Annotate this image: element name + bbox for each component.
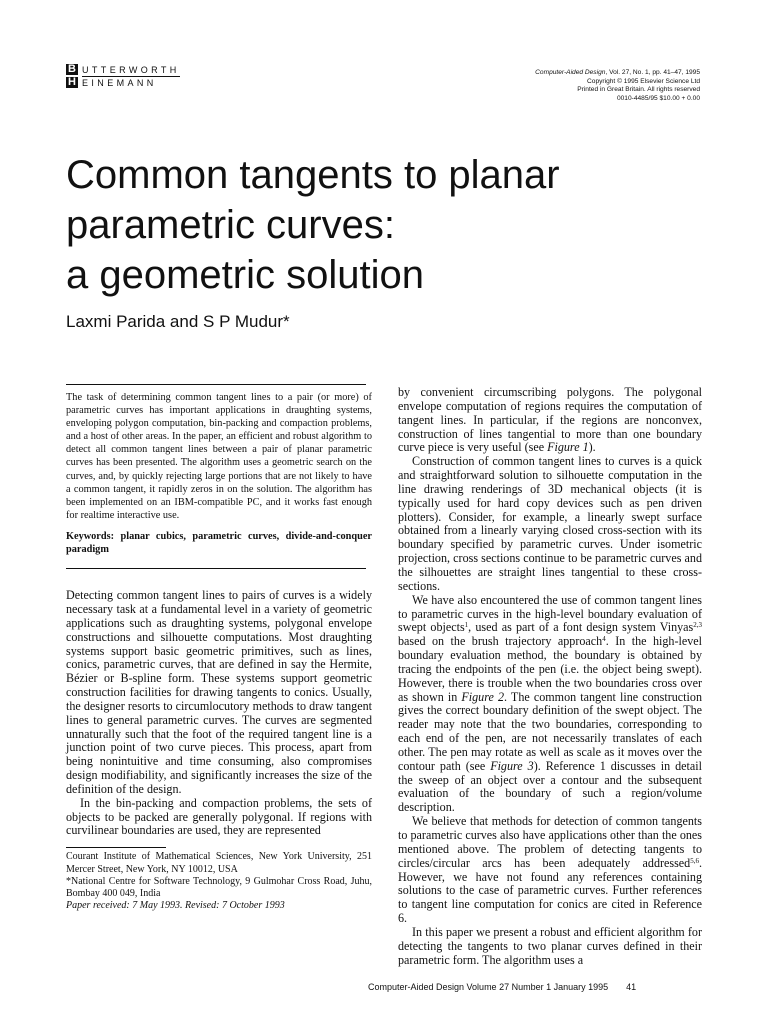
- right-p3-text-b: , used as part of a font design system Vinyas: [468, 620, 694, 635]
- right-paragraph-4: [398, 815, 702, 926]
- logo-word-butterworth: UTTERWORTH: [82, 65, 180, 75]
- right-p3-text-a: We have also encountered the use of common tangent lines to parametric curves in the high-level boundary evaluation of swept objects: [398, 592, 702, 635]
- abstract: The task of determining common tangent lines to a pair (or more) of parametric curves has important applications in draughting systems, enveloping polygon computation, bin-packing and compaction problems, and a host of other areas. In the paper, an efficient and robust algorithm to detect all common tangent lines between a pair of planar parametric curves has been presented. The algorithm uses a geometric search on the curves, and, by quickly rejecting large portions that are not likely to have a common tangent, it rapidly zeros in on the solution. The algorithm has been implemented on an IBM-compatible PC, and it works fast enough for realtime interactive use.: [66, 392, 372, 521]
- figure-1-ref: Figure 1: [547, 440, 589, 455]
- printed-line: Printed in Great Britain. All rights reserved: [577, 86, 700, 94]
- intro-paragraph-1: Detecting common tangent lines to pairs of curves is a widely necessary task at a fundamental level in a variety of geometric applications such as draughting systems, polygonal envelope constructions and silhouette computations. Most draughting systems support basic geometric primitives, such as lines, conics, parametric curves, that are defined in say the Hermite, Bézier or B-spline form. These systems support geometric construction facilities for drawing tangents to conics. Usually, the designer resorts to circumlocutory methods to draw tangent lines to general parametric curves. The curves are segmented unnaturally such that the foot of the required tangent line is a junction point of two curve pieces. This process, apart from being nonintuitive and time consuming, also compromises design modifiability, and significantly increases the size of the definition of the design.: [66, 588, 372, 796]
- title-line-2: parametric curves:: [66, 203, 395, 247]
- title-line-3: a geometric solution: [66, 253, 424, 297]
- publisher-logo: [66, 64, 216, 90]
- abstract-top-rule: [66, 384, 366, 385]
- right-paragraph-1: [398, 386, 702, 455]
- right-column: [398, 386, 702, 967]
- logo-letter-b: B: [66, 64, 78, 75]
- right-p3-text-e: . The common tangent line construction gives the correct boundary definition of the swept object. The reader may note that the two boundaries, corresponding to each end of the pen, are not necessarily translates of each other. The pen may rotate as well as scale as it moves over the contour path (see: [398, 689, 702, 773]
- keywords-bottom-rule: [66, 568, 366, 569]
- page-number: 41: [626, 982, 637, 992]
- right-p1-text-b: ).: [588, 440, 596, 455]
- right-p3-text-c: based on the brush trajectory approach: [398, 634, 603, 649]
- journal-volume: , Vol. 27, No. 1, pp. 41–47, 1995: [605, 69, 700, 76]
- journal-name: Computer-Aided Design: [535, 69, 606, 76]
- logo-letter-h: H: [66, 77, 78, 88]
- journal-info: [400, 69, 700, 104]
- right-paragraph-5: In this paper we present a robust and efficient algorithm for detecting the tangents to two planar curves defined in their parametric form. The algorithm uses a: [398, 924, 702, 967]
- issn-line: 0010-4485/95 $10.00 + 0.00: [616, 95, 700, 103]
- right-p1-text-a: by convenient circumscribing polygons. The polygonal envelope computation of regions requires the computation of tangent lines. In particular, if the regions are nonconvex, construction of lines tangential to more than one boundary curve piece is very useful (see: [398, 385, 702, 455]
- intro-paragraph-2: In the bin-packing and compaction problems, the sets of objects to be packed are generally polygonal. If regions with curvilinear boundaries are used, they are represented: [66, 795, 372, 838]
- journal-citation: [400, 69, 700, 78]
- logo-word-heinemann: EINEMANN: [82, 78, 157, 88]
- right-p4-text-b: . However, we have not found any references containing solutions to the case of parametric curves. Further references to tangent line computation for conics are cited in Reference 6.: [398, 855, 702, 926]
- paper-title: [66, 150, 716, 300]
- ref-sup-1: 1: [464, 621, 469, 630]
- page-footer: [368, 982, 636, 992]
- left-column: [66, 384, 372, 912]
- authors: Laxmi Parida and S P Mudur*: [66, 312, 290, 331]
- figure-2-ref: Figure 2: [461, 689, 505, 704]
- ref-sup-4: 4: [602, 635, 606, 644]
- keywords: Keywords: planar cubics, parametric curves, divide-and-conquer paradigm: [66, 530, 372, 556]
- right-p3-text-f: ). Reference 1 discusses in detail the sweep of an object over a contour and the subsequent evaluation of the boundary of such a region/volume description.: [398, 758, 702, 815]
- title-line-1: Common tangents to planar: [66, 153, 560, 197]
- copyright-line: Copyright © 1995 Elsevier Science Ltd: [587, 77, 700, 85]
- footnote-rule: [66, 847, 166, 848]
- footnote-received: Paper received: 7 May 1993. Revised: 7 October 1993: [66, 900, 285, 912]
- footnote-affiliation-1: Courant Institute of Mathematical Sciences, New York University, 251 Mercer Street, New York, NY 10012, USA: [66, 851, 372, 875]
- footer-journal: Computer-Aided Design Volume 27 Number 1 January 1995: [368, 982, 609, 992]
- ref-sup-5-6: 5,6: [690, 856, 699, 865]
- right-p3-text-d: . In the high-level boundary evaluation method, the boundary is obtained by tracing the endpoints of the pen (i.e. the object being swept). However, there is trouble when the two boundaries cross over as shown in: [398, 634, 702, 704]
- right-p4-text-a: We believe that methods for detection of common tangents to parametric curves also have applications other than the ones mentioned above. The problem of detecting tangents to circles/circular arcs has been adequately addressed: [398, 814, 702, 870]
- ref-sup-2-3: 2,3: [693, 621, 702, 630]
- right-paragraph-3: [398, 594, 702, 816]
- right-paragraph-2: Construction of common tangent lines to curves is a quick and straightforward solution to silhouette computation in the line drawing renderings of 3D mechanical objects (it is typically used for hard copy devices such as pen driven plotters). Consider, for example, a linearly swept surface obtained from a linearly varying closed cross-section with its boundary specified by parametric curves. Under isometric projection, cross sections continue to be parametric curves and the silhouettes are straight lines tangential to these cross-sections.: [398, 454, 702, 593]
- figure-3-ref: Figure 3: [490, 758, 534, 773]
- footnote-affiliation-2: *National Centre for Software Technology, 9 Gulmohar Cross Road, Juhu, Bombay 400 049, India: [66, 875, 372, 899]
